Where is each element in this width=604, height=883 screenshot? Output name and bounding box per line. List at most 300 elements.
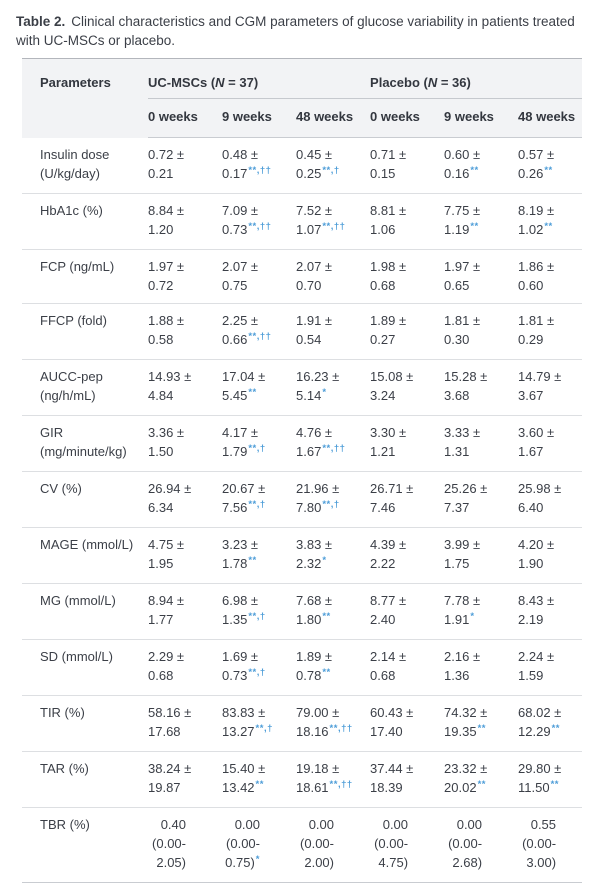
value-cell — [148, 808, 222, 883]
table-row — [22, 696, 582, 752]
value-line: 7.52 ± — [296, 203, 333, 218]
table-row — [22, 138, 582, 194]
value-line: 0.72 ± — [148, 147, 185, 162]
group-ucmscs-suffix: = 37) — [224, 75, 259, 90]
value-line: 1.36 — [444, 668, 470, 683]
row-parameter-label: SD (mmol/L) — [22, 640, 148, 696]
value-line: 1.78** — [222, 555, 257, 571]
value-line: 4.75 ± — [148, 537, 185, 552]
value-line: 0.00 — [234, 817, 260, 832]
value-line: 7.78 ± — [444, 593, 481, 608]
value-cell — [148, 472, 222, 528]
significance-marker: ** — [248, 387, 257, 398]
value-line: 7.46 — [370, 500, 396, 515]
value-line: 16.23 ± — [296, 369, 340, 384]
group-header-ucmscs — [148, 59, 370, 99]
value-line: 13.27**,† — [222, 723, 273, 739]
timepoint-header: 0 weeks — [148, 99, 222, 138]
value-cell — [518, 304, 582, 360]
value-line: 17.40 — [370, 724, 403, 739]
value-cell — [518, 808, 582, 883]
value-cell — [222, 304, 296, 360]
value-line: 1.98 ± — [370, 259, 407, 274]
value-line: 1.06 — [370, 222, 396, 237]
value-line: 1.91* — [444, 611, 475, 627]
value-cell — [296, 360, 370, 416]
significance-marker: **,†† — [322, 443, 346, 454]
value-line: 18.61**,†† — [296, 779, 353, 795]
value-line: 1.81 ± — [444, 313, 481, 328]
significance-marker: **,† — [248, 499, 266, 510]
value-line: 0.58 — [148, 332, 174, 347]
value-line: 79.00 ± — [296, 705, 340, 720]
value-cell — [148, 360, 222, 416]
value-line: 2.07 ± — [222, 259, 259, 274]
value-line: 13.42** — [222, 779, 264, 795]
value-line: 7.56**,† — [222, 499, 266, 515]
value-line: 0.60 — [518, 278, 544, 293]
significance-marker: * — [322, 387, 327, 398]
value-cell — [222, 584, 296, 640]
value-line: 1.50 — [148, 444, 174, 459]
value-line: 0.72 — [148, 278, 174, 293]
value-cell — [370, 304, 444, 360]
value-line: 4.84 — [148, 388, 174, 403]
value-cell — [296, 472, 370, 528]
parameters-column-header: Parameters — [22, 59, 148, 138]
value-line: 0.75)* — [225, 854, 260, 870]
significance-marker: **,† — [248, 667, 266, 678]
row-parameter-label: TAR (%) — [22, 752, 148, 808]
value-line: 8.77 ± — [370, 593, 407, 608]
value-line: 6.34 — [148, 500, 174, 515]
value-line: 29.80 ± — [518, 761, 562, 776]
value-cell — [148, 304, 222, 360]
value-cell — [222, 360, 296, 416]
table-row — [22, 808, 582, 883]
value-line: 2.05) — [156, 855, 186, 870]
value-cell — [296, 696, 370, 752]
value-line: 11.50** — [518, 779, 560, 795]
group-placebo-suffix: = 36) — [437, 75, 471, 90]
value-cell — [370, 250, 444, 304]
value-line: 1.88 ± — [148, 313, 185, 328]
value-line: 1.86 ± — [518, 259, 555, 274]
significance-marker: **,†† — [248, 221, 272, 232]
value-line: 0.70 — [296, 278, 322, 293]
value-line: 0.00 — [456, 817, 483, 832]
value-cell — [518, 360, 582, 416]
value-line: 0.68 — [148, 668, 174, 683]
significance-marker: **,†† — [322, 221, 346, 232]
value-line: 4.76 ± — [296, 425, 333, 440]
value-line: 0.25**,† — [296, 165, 340, 181]
value-line: 1.81 ± — [518, 313, 555, 328]
value-line: 1.20 — [148, 222, 174, 237]
value-line: 0.68 — [370, 668, 396, 683]
significance-marker: ** — [477, 779, 486, 790]
value-line: 3.67 — [518, 388, 544, 403]
value-cell — [222, 138, 296, 194]
value-cell — [444, 416, 518, 472]
value-line: (0.00- — [522, 836, 557, 851]
value-line: 0.29 — [518, 332, 544, 347]
value-cell — [222, 416, 296, 472]
value-cell — [148, 584, 222, 640]
value-line: 8.84 ± — [148, 203, 185, 218]
value-cell — [296, 752, 370, 808]
value-line: 1.95 — [148, 556, 174, 571]
value-cell — [148, 138, 222, 194]
timepoint-header: 9 weeks — [444, 99, 518, 138]
value-line: 6.98 ± — [222, 593, 259, 608]
significance-marker: **,† — [322, 499, 340, 510]
value-line: 0.55 — [530, 817, 557, 832]
value-cell — [148, 250, 222, 304]
value-line: (0.00- — [374, 836, 409, 851]
table-row — [22, 752, 582, 808]
value-line: 7.37 — [444, 500, 470, 515]
value-cell — [370, 808, 444, 883]
value-cell — [222, 640, 296, 696]
value-line: 1.31 — [444, 444, 470, 459]
value-line: 68.02 ± — [518, 705, 562, 720]
group-header-row — [22, 59, 582, 99]
value-line: 0.16** — [444, 165, 479, 181]
value-line: 1.97 ± — [444, 259, 481, 274]
value-line: 3.36 ± — [148, 425, 185, 440]
value-line: 0.26** — [518, 165, 553, 181]
value-line: 0.78** — [296, 667, 331, 683]
value-cell — [518, 640, 582, 696]
value-line: 23.32 ± — [444, 761, 488, 776]
value-line: 3.33 ± — [444, 425, 481, 440]
value-cell — [444, 138, 518, 194]
value-line: 38.24 ± — [148, 761, 192, 776]
significance-marker: **,† — [248, 443, 266, 454]
row-parameter-label: TBR (%) — [22, 808, 148, 883]
value-line: 2.07 ± — [296, 259, 333, 274]
value-line: 2.24 ± — [518, 649, 555, 664]
row-parameter-label: CV (%) — [22, 472, 148, 528]
value-line: 0.73**,† — [222, 667, 266, 683]
value-cell — [370, 138, 444, 194]
value-cell — [222, 250, 296, 304]
value-line: 1.91 ± — [296, 313, 333, 328]
value-line: 60.43 ± — [370, 705, 414, 720]
value-cell — [518, 416, 582, 472]
row-parameter-label: MAGE (mmol/L) — [22, 528, 148, 584]
value-cell — [296, 304, 370, 360]
value-cell — [444, 360, 518, 416]
value-cell — [222, 752, 296, 808]
value-line: 0.17**,†† — [222, 165, 272, 181]
value-line: 83.83 ± — [222, 705, 266, 720]
value-cell — [370, 472, 444, 528]
value-cell — [444, 194, 518, 250]
value-line: 4.39 ± — [370, 537, 407, 552]
value-cell — [296, 416, 370, 472]
significance-marker: ** — [248, 555, 257, 566]
value-line: 0.30 — [444, 332, 470, 347]
significance-marker: ** — [470, 165, 479, 176]
value-cell — [148, 194, 222, 250]
value-line: 0.48 ± — [222, 147, 259, 162]
table-body — [22, 138, 582, 883]
significance-marker: **,†† — [329, 779, 353, 790]
significance-marker: ** — [551, 723, 560, 734]
significance-marker: **,† — [255, 723, 273, 734]
value-cell — [444, 584, 518, 640]
group-ucmscs-prefix: UC-MSCs ( — [148, 75, 216, 90]
value-line: 1.21 — [370, 444, 396, 459]
value-cell — [444, 696, 518, 752]
value-line: 3.30 ± — [370, 425, 407, 440]
timepoint-header: 9 weeks — [222, 99, 296, 138]
value-line: 17.04 ± — [222, 369, 266, 384]
value-cell — [444, 752, 518, 808]
value-cell — [148, 528, 222, 584]
value-line: 20.02** — [444, 779, 486, 795]
value-line: 4.75) — [378, 855, 409, 870]
value-line: (0.00- — [448, 836, 483, 851]
value-line: 1.97 ± — [148, 259, 185, 274]
significance-marker: ** — [477, 723, 486, 734]
significance-marker: ** — [544, 221, 553, 232]
value-line: 1.07**,†† — [296, 221, 346, 237]
value-line: 7.75 ± — [444, 203, 481, 218]
value-line: 1.89 ± — [370, 313, 407, 328]
significance-marker: ** — [255, 779, 264, 790]
value-line: 1.67**,†† — [296, 443, 346, 459]
value-line: 15.40 ± — [222, 761, 266, 776]
value-line: 8.19 ± — [518, 203, 555, 218]
value-line: 1.69 ± — [222, 649, 259, 664]
value-cell — [444, 808, 518, 883]
table-row — [22, 250, 582, 304]
value-line: 0.45 ± — [296, 147, 333, 162]
value-cell — [444, 528, 518, 584]
value-line: 2.32* — [296, 555, 327, 571]
row-parameter-label: Insulin dose (U/kg/day) — [40, 146, 110, 181]
value-cell — [370, 360, 444, 416]
value-line: 0.00 — [382, 817, 409, 832]
value-line: 21.96 ± — [296, 481, 340, 496]
value-cell — [370, 416, 444, 472]
value-line: 2.25 ± — [222, 313, 259, 328]
value-line: 8.81 ± — [370, 203, 407, 218]
value-line: 1.59 — [518, 668, 544, 683]
table-header — [22, 59, 582, 138]
group-placebo-prefix: Placebo ( — [370, 75, 428, 90]
significance-marker: ** — [470, 221, 479, 232]
significance-marker: **,† — [322, 165, 340, 176]
value-line: 7.09 ± — [222, 203, 259, 218]
value-line: 25.98 ± — [518, 481, 562, 496]
table-caption-text: Clinical characteristics and CGM parameters of glucose variability in patients treated with UC-MSCs or placebo. — [16, 14, 575, 48]
group-header-placebo — [370, 59, 582, 99]
value-line: 2.22 — [370, 556, 396, 571]
value-line: 2.40 — [370, 612, 396, 627]
table-caption-label: Table 2. — [16, 14, 66, 29]
value-cell — [148, 416, 222, 472]
value-line: 18.16**,†† — [296, 723, 353, 739]
value-cell — [296, 250, 370, 304]
significance-marker: * — [255, 854, 260, 865]
value-line: 2.00) — [304, 855, 334, 870]
table-row — [22, 360, 582, 416]
table-row — [22, 416, 582, 472]
value-cell — [296, 808, 370, 883]
value-cell — [222, 528, 296, 584]
value-line: (0.00- — [226, 836, 260, 851]
value-cell — [370, 696, 444, 752]
timepoint-header: 0 weeks — [370, 99, 444, 138]
value-line: 0.68 — [370, 278, 396, 293]
timepoint-header: 48 weeks — [296, 99, 370, 138]
significance-marker: * — [322, 555, 327, 566]
row-parameter-label: AUCC-pep (ng/h/mL) — [22, 360, 148, 416]
value-line: 15.28 ± — [444, 369, 488, 384]
value-cell — [222, 696, 296, 752]
value-line: 19.35** — [444, 723, 486, 739]
value-line: 0.27 — [370, 332, 396, 347]
value-cell — [518, 250, 582, 304]
value-cell — [518, 696, 582, 752]
value-cell — [370, 640, 444, 696]
value-cell — [370, 194, 444, 250]
value-line: 0.60 ± — [444, 147, 481, 162]
value-line: 26.94 ± — [148, 481, 192, 496]
value-line: 0.00 — [308, 817, 334, 832]
value-cell — [222, 808, 296, 883]
value-line: 1.67 — [518, 444, 544, 459]
value-cell — [518, 584, 582, 640]
value-line: 2.29 ± — [148, 649, 185, 664]
value-line: 15.08 ± — [370, 369, 414, 384]
value-line: 0.65 — [444, 278, 470, 293]
value-line: 0.71 ± — [370, 147, 407, 162]
row-parameter-label: TIR (%) — [22, 696, 148, 752]
timepoint-header: 48 weeks — [518, 99, 582, 138]
value-line: 25.26 ± — [444, 481, 488, 496]
value-cell — [296, 194, 370, 250]
value-cell — [296, 528, 370, 584]
value-line: 6.40 — [518, 500, 544, 515]
significance-marker: **,†† — [248, 331, 272, 342]
row-parameter-label: FFCP (fold) — [22, 304, 148, 360]
table-row — [22, 304, 582, 360]
table-caption — [16, 12, 588, 50]
value-line: 26.71 ± — [370, 481, 414, 496]
value-line: 0.54 — [296, 332, 322, 347]
table-row — [22, 194, 582, 250]
value-line: 3.99 ± — [444, 537, 481, 552]
value-line: 1.02** — [518, 221, 553, 237]
row-parameter-label: HbA1c (%) — [22, 194, 148, 250]
value-line: 1.89 ± — [296, 649, 333, 664]
value-line: 1.80** — [296, 611, 331, 627]
value-cell — [518, 528, 582, 584]
value-line: 58.16 ± — [148, 705, 192, 720]
value-cell — [370, 752, 444, 808]
value-cell — [222, 194, 296, 250]
value-cell — [148, 752, 222, 808]
value-line: 8.94 ± — [148, 593, 185, 608]
value-line: 0.75 — [222, 278, 248, 293]
row-parameter-label: GIR (mg/minute/kg) — [22, 416, 148, 472]
value-line: 5.14* — [296, 387, 327, 403]
value-line: 0.40 — [160, 817, 186, 832]
significance-marker: ** — [544, 165, 553, 176]
group-placebo-n: N — [427, 75, 438, 90]
value-cell — [518, 194, 582, 250]
value-cell — [296, 138, 370, 194]
value-line: (0.00- — [152, 836, 186, 851]
value-cell — [444, 304, 518, 360]
value-line: 17.68 — [148, 724, 181, 739]
value-line: (0.00- — [300, 836, 334, 851]
value-line: 2.68) — [452, 855, 483, 870]
value-cell — [148, 640, 222, 696]
value-cell — [296, 640, 370, 696]
value-line: 2.16 ± — [444, 649, 481, 664]
value-line: 7.80**,† — [296, 499, 340, 515]
value-line: 7.68 ± — [296, 593, 333, 608]
significance-marker: ** — [322, 667, 331, 678]
value-line: 1.35**,† — [222, 611, 266, 627]
value-line: 20.67 ± — [222, 481, 266, 496]
value-line: 1.90 — [518, 556, 544, 571]
value-cell — [518, 138, 582, 194]
table-row — [22, 584, 582, 640]
value-cell — [296, 584, 370, 640]
value-line: 74.32 ± — [444, 705, 488, 720]
value-line: 8.43 ± — [518, 593, 555, 608]
value-line: 4.17 ± — [222, 425, 259, 440]
value-cell — [444, 250, 518, 304]
row-parameter-label: FCP (ng/mL) — [22, 250, 148, 304]
value-line: 3.23 ± — [222, 537, 259, 552]
significance-marker: ** — [322, 611, 331, 622]
significance-marker: ** — [550, 779, 560, 790]
table-row — [22, 528, 582, 584]
value-line: 3.68 — [444, 388, 470, 403]
value-cell — [444, 472, 518, 528]
value-line: 5.45** — [222, 387, 257, 403]
value-line: 2.14 ± — [370, 649, 407, 664]
value-line: 1.77 — [148, 612, 174, 627]
value-cell — [370, 528, 444, 584]
row-parameter-label: MG (mmol/L) — [22, 584, 148, 640]
value-line: 0.73**,†† — [222, 221, 272, 237]
value-cell — [444, 640, 518, 696]
significance-marker: * — [470, 611, 475, 622]
value-line: 19.87 — [148, 780, 181, 795]
value-cell — [518, 752, 582, 808]
value-line: 4.20 ± — [518, 537, 555, 552]
value-cell — [370, 584, 444, 640]
value-line: 3.24 — [370, 388, 396, 403]
value-line: 3.00) — [526, 855, 557, 870]
value-line: 3.60 ± — [518, 425, 555, 440]
value-line: 19.18 ± — [296, 761, 340, 776]
value-line: 0.57 ± — [518, 147, 555, 162]
value-line: 1.79**,† — [222, 443, 266, 459]
clinical-parameters-table — [22, 58, 582, 883]
value-line: 0.21 — [148, 166, 174, 181]
table-row — [22, 472, 582, 528]
